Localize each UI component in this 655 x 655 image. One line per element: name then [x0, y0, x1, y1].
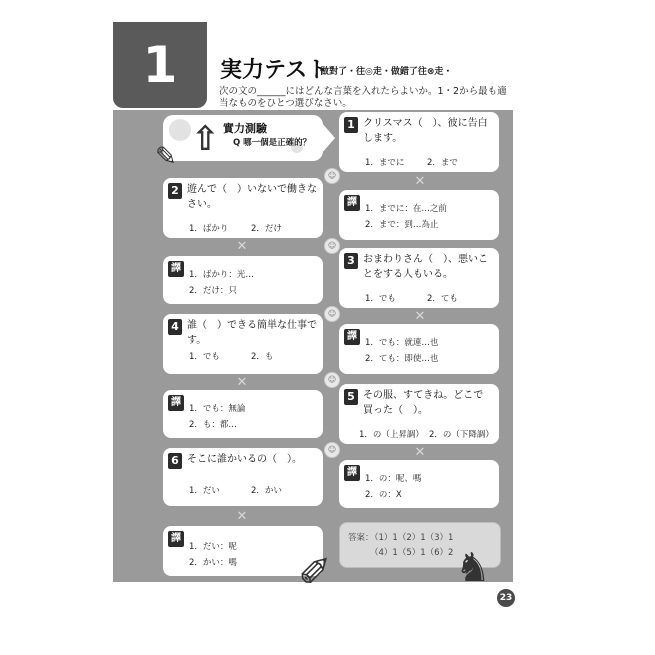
up-arrow-icon: ⇧: [191, 119, 220, 159]
question-text: その服、すてきね。どこで買った（ ）。: [363, 390, 484, 416]
translation-card: [339, 190, 499, 240]
option-1[interactable]: 1．でも: [189, 352, 220, 362]
chevron-right-icon: [321, 122, 335, 154]
question-text: おまわりさん（ ）、悪いことをする人もいる。: [363, 254, 488, 280]
answer-line: （1）1（2）1（3）1: [370, 533, 454, 543]
quiz-header-box: [163, 115, 323, 161]
answer-line: （4）1（5）1（6）2: [370, 548, 454, 558]
question-text: クリスマス（ ）、彼に告白します。: [363, 118, 488, 144]
title-subtitle: 做對了・往◎走・做錯了往⊗走・: [320, 67, 453, 77]
header-box-prompt: Q 哪一個是正確的？: [233, 138, 312, 148]
question-card: [339, 248, 499, 308]
option-2[interactable]: 2．ても: [427, 294, 458, 304]
option-1[interactable]: 1．でも: [365, 294, 396, 304]
question-card: [339, 112, 499, 172]
option-2[interactable]: 2．かい: [251, 486, 282, 496]
question-card: [163, 448, 323, 506]
translation-line: 2．の：X: [365, 490, 402, 500]
question-text: そこに誰かいるの（ ）。: [187, 454, 302, 465]
translation-label: 譯: [168, 261, 184, 277]
translation-line: 2．も：都…: [189, 420, 237, 430]
smile-circle-icon: ☺: [324, 168, 340, 184]
smile-circle-icon: ☺: [324, 238, 340, 254]
mascot-drawing: ✎: [155, 142, 177, 172]
translation-line: 2．まで：到…為止: [365, 220, 439, 230]
question-number: 6: [168, 453, 182, 469]
option-1[interactable]: 1．だい: [189, 486, 220, 496]
question-card: [163, 314, 323, 374]
translation-line: 1．の：呢、嗎: [365, 474, 422, 484]
cross-icon: ✕: [236, 375, 248, 390]
option-2[interactable]: 2．の（下降調）: [429, 430, 494, 440]
question-number: 5: [344, 389, 358, 405]
translation-line: 1．だい：呢: [189, 542, 237, 552]
question-card: [163, 178, 323, 238]
question-number: 2: [168, 183, 182, 199]
answer-label: 答案：: [348, 533, 374, 543]
translation-card: [339, 460, 499, 508]
mascot-drawing: ✐: [298, 550, 332, 596]
translation-card: [163, 256, 323, 304]
cross-icon: ✕: [414, 174, 426, 189]
question-number: 1: [344, 117, 358, 133]
cross-icon: ✕: [414, 309, 426, 324]
translation-label: 譯: [168, 395, 184, 411]
page-title: 実力テスト: [220, 58, 330, 83]
translation-line: 1．でも：無論: [189, 404, 246, 414]
quiz-panel: [113, 110, 513, 582]
option-2[interactable]: 2．だけ: [251, 224, 282, 234]
translation-label: 譯: [344, 465, 360, 481]
question-text: 遊んで（ ）いないで働きなさい。: [187, 184, 317, 210]
option-1[interactable]: 1．の（上昇調）: [359, 430, 424, 440]
cross-icon: ✕: [236, 239, 248, 254]
option-1[interactable]: 1．ばかり: [189, 224, 229, 234]
cross-icon: ✕: [414, 445, 426, 460]
decor-circle: [169, 119, 191, 141]
translation-label: 譯: [344, 329, 360, 345]
page-number: 23: [497, 589, 515, 607]
translation-label: 譯: [168, 531, 184, 547]
chapter-number: 1: [142, 36, 178, 94]
option-2[interactable]: 2．も: [251, 352, 274, 362]
question-number: 3: [344, 253, 358, 269]
question-card: [339, 384, 499, 444]
instructions: 次の文の______にはどんな言葉を入れたらよいか。1・2から最も適当なものをひとつ選びなさい。: [219, 86, 507, 109]
cross-icon: ✕: [236, 509, 248, 524]
option-2[interactable]: 2．まで: [427, 158, 458, 168]
smile-circle-icon: ☺: [324, 372, 340, 388]
mascot-drawing: ♞: [455, 545, 491, 591]
translation-label: 譯: [344, 195, 360, 211]
smile-circle-icon: ☺: [324, 306, 340, 322]
translation-line: 2．ても：即使…也: [365, 354, 439, 364]
translation-card: [163, 390, 323, 438]
smile-circle-icon: ☺: [324, 442, 340, 458]
translation-line: 2．かい：嗎: [189, 558, 237, 568]
option-1[interactable]: 1．までに: [365, 158, 405, 168]
translation-line: 1．でも：就連…也: [365, 338, 439, 348]
header-box-title: 實力測驗: [223, 122, 267, 135]
translation-card: [339, 324, 499, 374]
translation-line: 1．ばかり：光…: [189, 270, 254, 280]
translation-line: 1．までに：在…之前: [365, 204, 447, 214]
question-number: 4: [168, 319, 182, 335]
translation-line: 2．だけ：只: [189, 286, 237, 296]
question-text: 誰（ ）できる簡単な仕事です。: [187, 320, 317, 346]
